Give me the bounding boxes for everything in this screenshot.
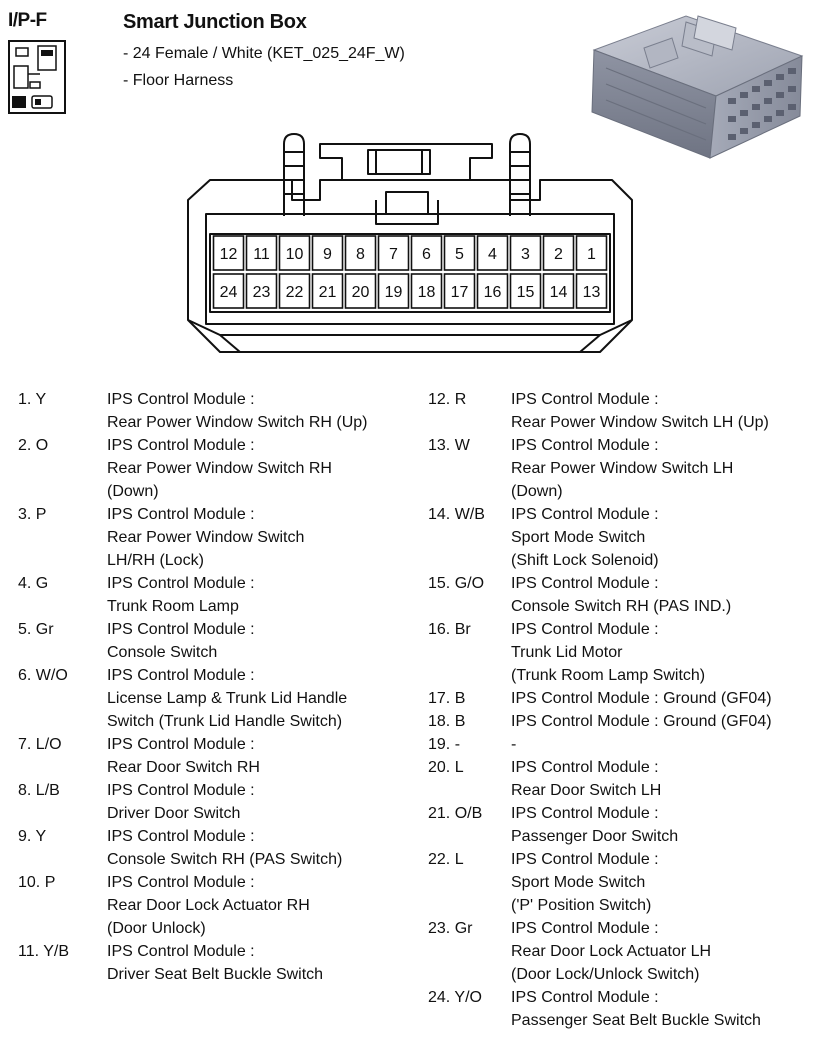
pin-description-line: Rear Door Lock Actuator LH xyxy=(511,943,712,960)
pin-number-label: 22 xyxy=(285,284,304,301)
pin-description-line: Rear Power Window Switch LH xyxy=(511,460,734,477)
pin-description-line: IPS Control Module : xyxy=(107,621,255,638)
pin-number-label: 6 xyxy=(422,246,431,263)
pin-number-wire-color: 19. - xyxy=(428,736,461,753)
pin-description-line: Passenger Seat Belt Buckle Switch xyxy=(511,1012,761,1029)
pin-number-wire-color: 4. G xyxy=(18,575,49,592)
pin-description xyxy=(107,779,255,825)
pin-description-line: IPS Control Module : xyxy=(107,782,255,799)
pin-number-label: 14 xyxy=(549,284,568,301)
pin-description-line: Sport Mode Switch xyxy=(511,529,646,546)
pin-description-line: IPS Control Module : xyxy=(511,575,659,592)
pin-description xyxy=(107,434,332,503)
pin-description-line: Rear Power Window Switch LH (Up) xyxy=(511,414,769,431)
pin-description xyxy=(511,986,761,1032)
pin-number-label: 19 xyxy=(384,284,403,301)
pin-entry xyxy=(428,756,820,802)
pin-description-line: IPS Control Module : xyxy=(511,391,659,408)
pin-description xyxy=(107,871,310,940)
pin-number-label: 21 xyxy=(318,284,337,301)
pin-description-line: IPS Control Module : xyxy=(107,667,255,684)
pin-description xyxy=(511,434,733,503)
pin-description-line: IPS Control Module : xyxy=(107,506,255,523)
pin-number-wire-color: 22. L xyxy=(428,851,464,868)
pin-description-line: Switch (Trunk Lid Handle Switch) xyxy=(107,713,343,730)
pin-description-line: Console Switch xyxy=(107,644,218,661)
pin-description-line: IPS Control Module : Ground (GF04) xyxy=(511,713,772,730)
pin-description xyxy=(107,618,255,664)
connector-face-diagram xyxy=(180,130,640,365)
pin-description-line: IPS Control Module : xyxy=(511,920,659,937)
vehicle-location-icon xyxy=(8,40,66,114)
pin-number-wire-color: 8. L/B xyxy=(18,782,60,799)
pin-description xyxy=(511,710,772,733)
pin-entry xyxy=(428,802,820,848)
pin-entry xyxy=(18,434,418,503)
pin-description-line: Rear Power Window Switch RH (Up) xyxy=(107,414,368,431)
pin-entry xyxy=(428,848,820,917)
pin-description xyxy=(511,572,731,618)
pin-description-line: IPS Control Module : xyxy=(107,828,255,845)
pin-description-line: (Trunk Room Lamp Switch) xyxy=(511,667,706,684)
pin-number-wire-color: 6. W/O xyxy=(18,667,68,684)
pin-description-line: (Door Lock/Unlock Switch) xyxy=(511,966,700,983)
pin-description-line: LH/RH (Lock) xyxy=(107,552,204,569)
pin-entry xyxy=(18,664,418,733)
pin-description-line: IPS Control Module : xyxy=(107,391,255,408)
pin-description-line: IPS Control Module : xyxy=(107,736,255,753)
pin-description-line: Rear Power Window Switch xyxy=(107,529,305,546)
pin-number-wire-color: 18. B xyxy=(428,713,466,730)
pin-description xyxy=(511,848,659,917)
pin-description-line: IPS Control Module : xyxy=(107,874,255,891)
pin-entry xyxy=(428,618,820,687)
pin-description-line: Rear Door Lock Actuator RH xyxy=(107,897,310,914)
pin-description-line: Driver Seat Belt Buckle Switch xyxy=(107,966,324,983)
pin-entry xyxy=(428,986,820,1032)
pin-entry xyxy=(428,572,820,618)
pin-description xyxy=(511,503,659,572)
pin-description-line: IPS Control Module : xyxy=(511,759,659,776)
pin-description xyxy=(107,664,347,733)
pin-number-label: 23 xyxy=(252,284,271,301)
pin-entry xyxy=(18,572,418,618)
pin-description-line: IPS Control Module : xyxy=(107,575,255,592)
pin-description-line: IPS Control Module : xyxy=(511,851,659,868)
pin-number-wire-color: 17. B xyxy=(428,690,466,707)
pin-entry xyxy=(428,388,820,434)
pin-description-line: Console Switch RH (PAS IND.) xyxy=(511,598,732,615)
pin-description xyxy=(511,618,705,687)
pin-description xyxy=(511,733,516,756)
pin-number-wire-color: 15. G/O xyxy=(428,575,485,592)
pin-number-wire-color: 5. Gr xyxy=(18,621,54,638)
pin-description-line: (Shift Lock Solenoid) xyxy=(511,552,659,569)
pin-description-line: IPS Control Module : Ground (GF04) xyxy=(511,690,772,707)
pin-number-label: 2 xyxy=(554,246,563,263)
connector-id: I/P-F xyxy=(8,10,47,31)
pin-number-wire-color: 14. W/B xyxy=(428,506,485,523)
pin-entry xyxy=(18,618,418,664)
pin-description-line: ('P' Position Switch) xyxy=(511,897,652,914)
pin-description-line: License Lamp & Trunk Lid Handle xyxy=(107,690,348,707)
pin-number-label: 15 xyxy=(516,284,535,301)
pin-entry xyxy=(18,940,418,986)
pin-description-line: IPS Control Module : xyxy=(511,506,659,523)
pin-description-line: (Down) xyxy=(511,483,563,500)
pin-description-line: IPS Control Module : xyxy=(511,437,659,454)
pin-number-wire-color: 13. W xyxy=(428,437,470,454)
pin-number-label: 4 xyxy=(488,246,497,263)
pin-description-line: (Down) xyxy=(107,483,159,500)
pin-entry xyxy=(18,871,418,940)
pin-number-wire-color: 23. Gr xyxy=(428,920,473,937)
pin-number-label: 3 xyxy=(521,246,530,263)
pin-number-label: 9 xyxy=(323,246,332,263)
pin-entry xyxy=(428,917,820,986)
pin-description xyxy=(511,388,769,434)
pin-description xyxy=(107,825,342,871)
pin-number-label: 11 xyxy=(253,246,270,263)
pin-description-line: IPS Control Module : xyxy=(107,437,255,454)
pin-number-label: 8 xyxy=(356,246,365,263)
pin-description xyxy=(107,733,260,779)
pin-number-label: 5 xyxy=(455,246,464,263)
pin-description xyxy=(107,503,304,572)
pin-list-right xyxy=(428,388,820,1032)
pin-number-label: 13 xyxy=(582,284,601,301)
pin-number-wire-color: 10. P xyxy=(18,874,56,891)
pin-number-wire-color: 11. Y/B xyxy=(18,943,69,960)
pin-entry xyxy=(18,825,418,871)
pin-description xyxy=(511,802,678,848)
connector-spec: - 24 Female / White (KET_025_24F_W) xyxy=(123,45,405,62)
pin-number-label: 24 xyxy=(219,284,238,301)
pin-number-label: 16 xyxy=(483,284,502,301)
pin-cavity-grid xyxy=(214,236,607,308)
pin-description xyxy=(107,572,255,618)
pin-description-line: IPS Control Module : xyxy=(511,805,659,822)
pin-description-line: - xyxy=(511,736,517,753)
pin-number-wire-color: 16. Br xyxy=(428,621,471,638)
pin-number-label: 1 xyxy=(587,246,596,263)
pin-number-label: 7 xyxy=(389,246,398,263)
pin-description-line: Driver Door Switch xyxy=(107,805,241,822)
pin-list-left xyxy=(18,388,418,986)
pin-number-label: 18 xyxy=(417,284,436,301)
pin-description-line: Sport Mode Switch xyxy=(511,874,646,891)
page-title: Smart Junction Box xyxy=(123,11,307,33)
pin-number-wire-color: 12. R xyxy=(428,391,467,408)
pin-description xyxy=(107,940,323,986)
pin-number-wire-color: 1. Y xyxy=(18,391,47,408)
pin-description xyxy=(511,756,661,802)
pin-description-line: Rear Door Switch RH xyxy=(107,759,260,776)
pin-entry xyxy=(18,779,418,825)
pin-description xyxy=(107,388,368,434)
pin-description-line: Console Switch RH (PAS Switch) xyxy=(107,851,343,868)
pin-entry xyxy=(428,503,820,572)
pin-entry xyxy=(428,687,820,710)
pin-description-line: IPS Control Module : xyxy=(511,621,659,638)
harness-name: - Floor Harness xyxy=(123,72,234,89)
pin-description-line: Passenger Door Switch xyxy=(511,828,679,845)
pin-number-wire-color: 20. L xyxy=(428,759,464,776)
pin-number-wire-color: 2. O xyxy=(18,437,49,454)
pin-number-wire-color: 9. Y xyxy=(18,828,47,845)
pin-entry xyxy=(18,733,418,779)
pin-entry xyxy=(428,710,820,733)
pin-entry xyxy=(428,733,820,756)
pin-entry xyxy=(18,388,418,434)
pin-number-wire-color: 21. O/B xyxy=(428,805,483,822)
pin-number-label: 17 xyxy=(450,284,469,301)
pin-description-line: Rear Power Window Switch RH xyxy=(107,460,332,477)
pin-number-label: 20 xyxy=(351,284,370,301)
pin-number-wire-color: 7. L/O xyxy=(18,736,62,753)
pin-description-line: Rear Door Switch LH xyxy=(511,782,662,799)
pin-description-line: Trunk Room Lamp xyxy=(107,598,239,615)
pin-description-line: (Door Unlock) xyxy=(107,920,206,937)
pin-number-label: 12 xyxy=(219,246,238,263)
pin-description-line: IPS Control Module : xyxy=(511,989,659,1006)
pin-description-line: IPS Control Module : xyxy=(107,943,255,960)
pin-description xyxy=(511,687,772,710)
pin-number-wire-color: 3. P xyxy=(18,506,47,523)
pin-entry xyxy=(428,434,820,503)
pin-number-label: 10 xyxy=(285,246,304,263)
pin-number-wire-color: 24. Y/O xyxy=(428,989,482,1006)
pin-entry xyxy=(18,503,418,572)
pin-description-line: Trunk Lid Motor xyxy=(511,644,623,661)
pin-description xyxy=(511,917,711,986)
